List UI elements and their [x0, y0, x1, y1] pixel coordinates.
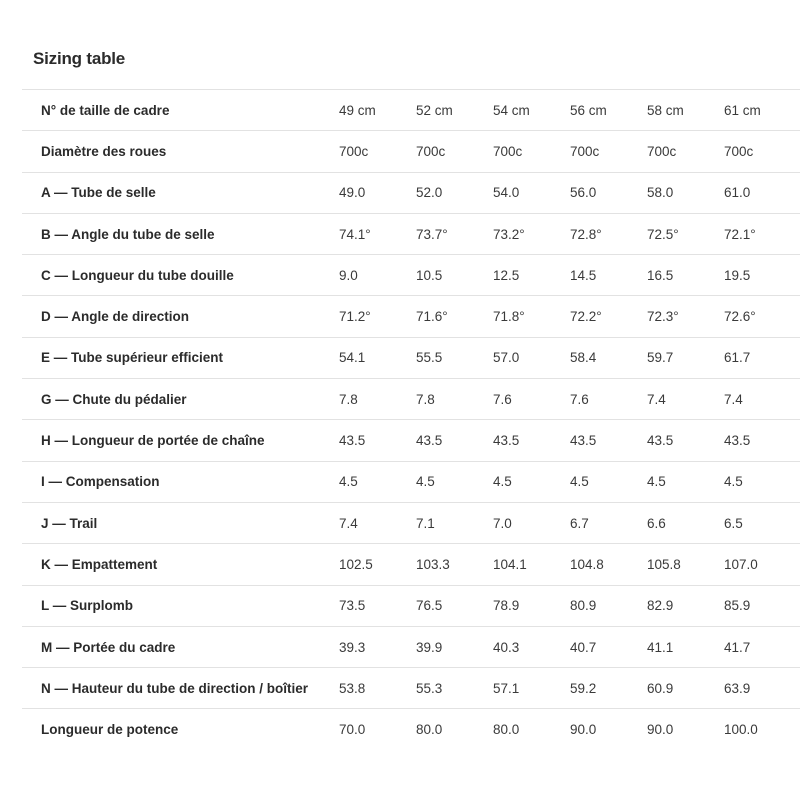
value-cell: 7.4 — [647, 379, 724, 420]
header-size-cell: 49 cm — [339, 90, 416, 131]
value-cell: 7.6 — [493, 379, 570, 420]
value-cell: 700c — [416, 131, 493, 172]
row-label: I — Compensation — [22, 461, 339, 502]
value-cell: 90.0 — [570, 709, 647, 750]
value-cell: 10.5 — [416, 255, 493, 296]
value-cell: 72.1° — [724, 213, 800, 254]
value-cell: 43.5 — [570, 420, 647, 461]
value-cell: 59.7 — [647, 337, 724, 378]
value-cell: 19.5 — [724, 255, 800, 296]
value-cell: 4.5 — [570, 461, 647, 502]
value-cell: 9.0 — [339, 255, 416, 296]
value-cell: 4.5 — [724, 461, 800, 502]
row-label: Longueur de potence — [22, 709, 339, 750]
value-cell: 76.5 — [416, 585, 493, 626]
value-cell: 57.1 — [493, 668, 570, 709]
table-row — [22, 255, 800, 296]
table-row — [22, 296, 800, 337]
row-label: J — Trail — [22, 502, 339, 543]
table-row — [22, 131, 800, 172]
value-cell: 105.8 — [647, 544, 724, 585]
value-cell: 700c — [724, 131, 800, 172]
value-cell: 16.5 — [647, 255, 724, 296]
value-cell: 71.6° — [416, 296, 493, 337]
value-cell: 107.0 — [724, 544, 800, 585]
value-cell: 40.3 — [493, 626, 570, 667]
value-cell: 80.0 — [416, 709, 493, 750]
value-cell: 80.9 — [570, 585, 647, 626]
row-label: Diamètre des roues — [22, 131, 339, 172]
value-cell: 104.1 — [493, 544, 570, 585]
value-cell: 57.0 — [493, 337, 570, 378]
value-cell: 72.8° — [570, 213, 647, 254]
value-cell: 104.8 — [570, 544, 647, 585]
value-cell: 43.5 — [493, 420, 570, 461]
value-cell: 700c — [493, 131, 570, 172]
value-cell: 72.5° — [647, 213, 724, 254]
row-label: N — Hauteur du tube de direction / boîtier — [22, 668, 339, 709]
value-cell: 49.0 — [339, 172, 416, 213]
value-cell: 39.3 — [339, 626, 416, 667]
header-size-cell: 52 cm — [416, 90, 493, 131]
value-cell: 7.0 — [493, 502, 570, 543]
row-label: C — Longueur du tube douille — [22, 255, 339, 296]
value-cell: 58.0 — [647, 172, 724, 213]
value-cell: 4.5 — [493, 461, 570, 502]
value-cell: 39.9 — [416, 626, 493, 667]
value-cell: 700c — [647, 131, 724, 172]
value-cell: 63.9 — [724, 668, 800, 709]
row-label: H — Longueur de portée de chaîne — [22, 420, 339, 461]
header-size-cell: 58 cm — [647, 90, 724, 131]
value-cell: 71.2° — [339, 296, 416, 337]
page-title: Sizing table — [33, 49, 126, 68]
value-cell: 43.5 — [416, 420, 493, 461]
value-cell: 58.4 — [570, 337, 647, 378]
value-cell: 73.2° — [493, 213, 570, 254]
value-cell: 72.6° — [724, 296, 800, 337]
value-cell: 7.8 — [416, 379, 493, 420]
value-cell: 60.9 — [647, 668, 724, 709]
value-cell: 74.1° — [339, 213, 416, 254]
value-cell: 6.5 — [724, 502, 800, 543]
table-row — [22, 544, 800, 585]
value-cell: 72.2° — [570, 296, 647, 337]
row-label: A — Tube de selle — [22, 172, 339, 213]
value-cell: 4.5 — [647, 461, 724, 502]
row-label: M — Portée du cadre — [22, 626, 339, 667]
value-cell: 700c — [570, 131, 647, 172]
value-cell: 41.7 — [724, 626, 800, 667]
table-row — [22, 709, 800, 750]
value-cell: 4.5 — [339, 461, 416, 502]
value-cell: 85.9 — [724, 585, 800, 626]
table-row — [22, 502, 800, 543]
value-cell: 90.0 — [647, 709, 724, 750]
value-cell: 72.3° — [647, 296, 724, 337]
value-cell: 53.8 — [339, 668, 416, 709]
value-cell: 12.5 — [493, 255, 570, 296]
table-row — [22, 461, 800, 502]
value-cell: 80.0 — [493, 709, 570, 750]
header-label: N° de taille de cadre — [22, 90, 339, 131]
value-cell: 70.0 — [339, 709, 416, 750]
value-cell: 7.8 — [339, 379, 416, 420]
value-cell: 4.5 — [416, 461, 493, 502]
header-size-cell: 56 cm — [570, 90, 647, 131]
value-cell: 7.6 — [570, 379, 647, 420]
value-cell: 100.0 — [724, 709, 800, 750]
header-size-cell: 61 cm — [724, 90, 800, 131]
table-header-row — [22, 90, 800, 131]
table-row — [22, 626, 800, 667]
value-cell: 55.5 — [416, 337, 493, 378]
value-cell: 52.0 — [416, 172, 493, 213]
value-cell: 103.3 — [416, 544, 493, 585]
table-row — [22, 585, 800, 626]
value-cell: 14.5 — [570, 255, 647, 296]
value-cell: 73.5 — [339, 585, 416, 626]
value-cell: 56.0 — [570, 172, 647, 213]
table-row — [22, 668, 800, 709]
row-label: D — Angle de direction — [22, 296, 339, 337]
value-cell: 54.0 — [493, 172, 570, 213]
value-cell: 40.7 — [570, 626, 647, 667]
table-row — [22, 172, 800, 213]
header-size-cell: 54 cm — [493, 90, 570, 131]
value-cell: 43.5 — [724, 420, 800, 461]
value-cell: 73.7° — [416, 213, 493, 254]
row-label: L — Surplomb — [22, 585, 339, 626]
value-cell: 78.9 — [493, 585, 570, 626]
value-cell: 43.5 — [339, 420, 416, 461]
table-row — [22, 337, 800, 378]
value-cell: 61.0 — [724, 172, 800, 213]
value-cell: 59.2 — [570, 668, 647, 709]
value-cell: 700c — [339, 131, 416, 172]
value-cell: 61.7 — [724, 337, 800, 378]
sizing-table — [22, 89, 800, 750]
row-label: B — Angle du tube de selle — [22, 213, 339, 254]
table-row — [22, 420, 800, 461]
value-cell: 43.5 — [647, 420, 724, 461]
row-label: K — Empattement — [22, 544, 339, 585]
row-label: E — Tube supérieur efficient — [22, 337, 339, 378]
table-row — [22, 379, 800, 420]
value-cell: 55.3 — [416, 668, 493, 709]
value-cell: 82.9 — [647, 585, 724, 626]
value-cell: 54.1 — [339, 337, 416, 378]
value-cell: 71.8° — [493, 296, 570, 337]
row-label: G — Chute du pédalier — [22, 379, 339, 420]
value-cell: 7.4 — [339, 502, 416, 543]
value-cell: 7.4 — [724, 379, 800, 420]
value-cell: 7.1 — [416, 502, 493, 543]
value-cell: 102.5 — [339, 544, 416, 585]
table-row — [22, 213, 800, 254]
value-cell: 41.1 — [647, 626, 724, 667]
value-cell: 6.7 — [570, 502, 647, 543]
value-cell: 6.6 — [647, 502, 724, 543]
